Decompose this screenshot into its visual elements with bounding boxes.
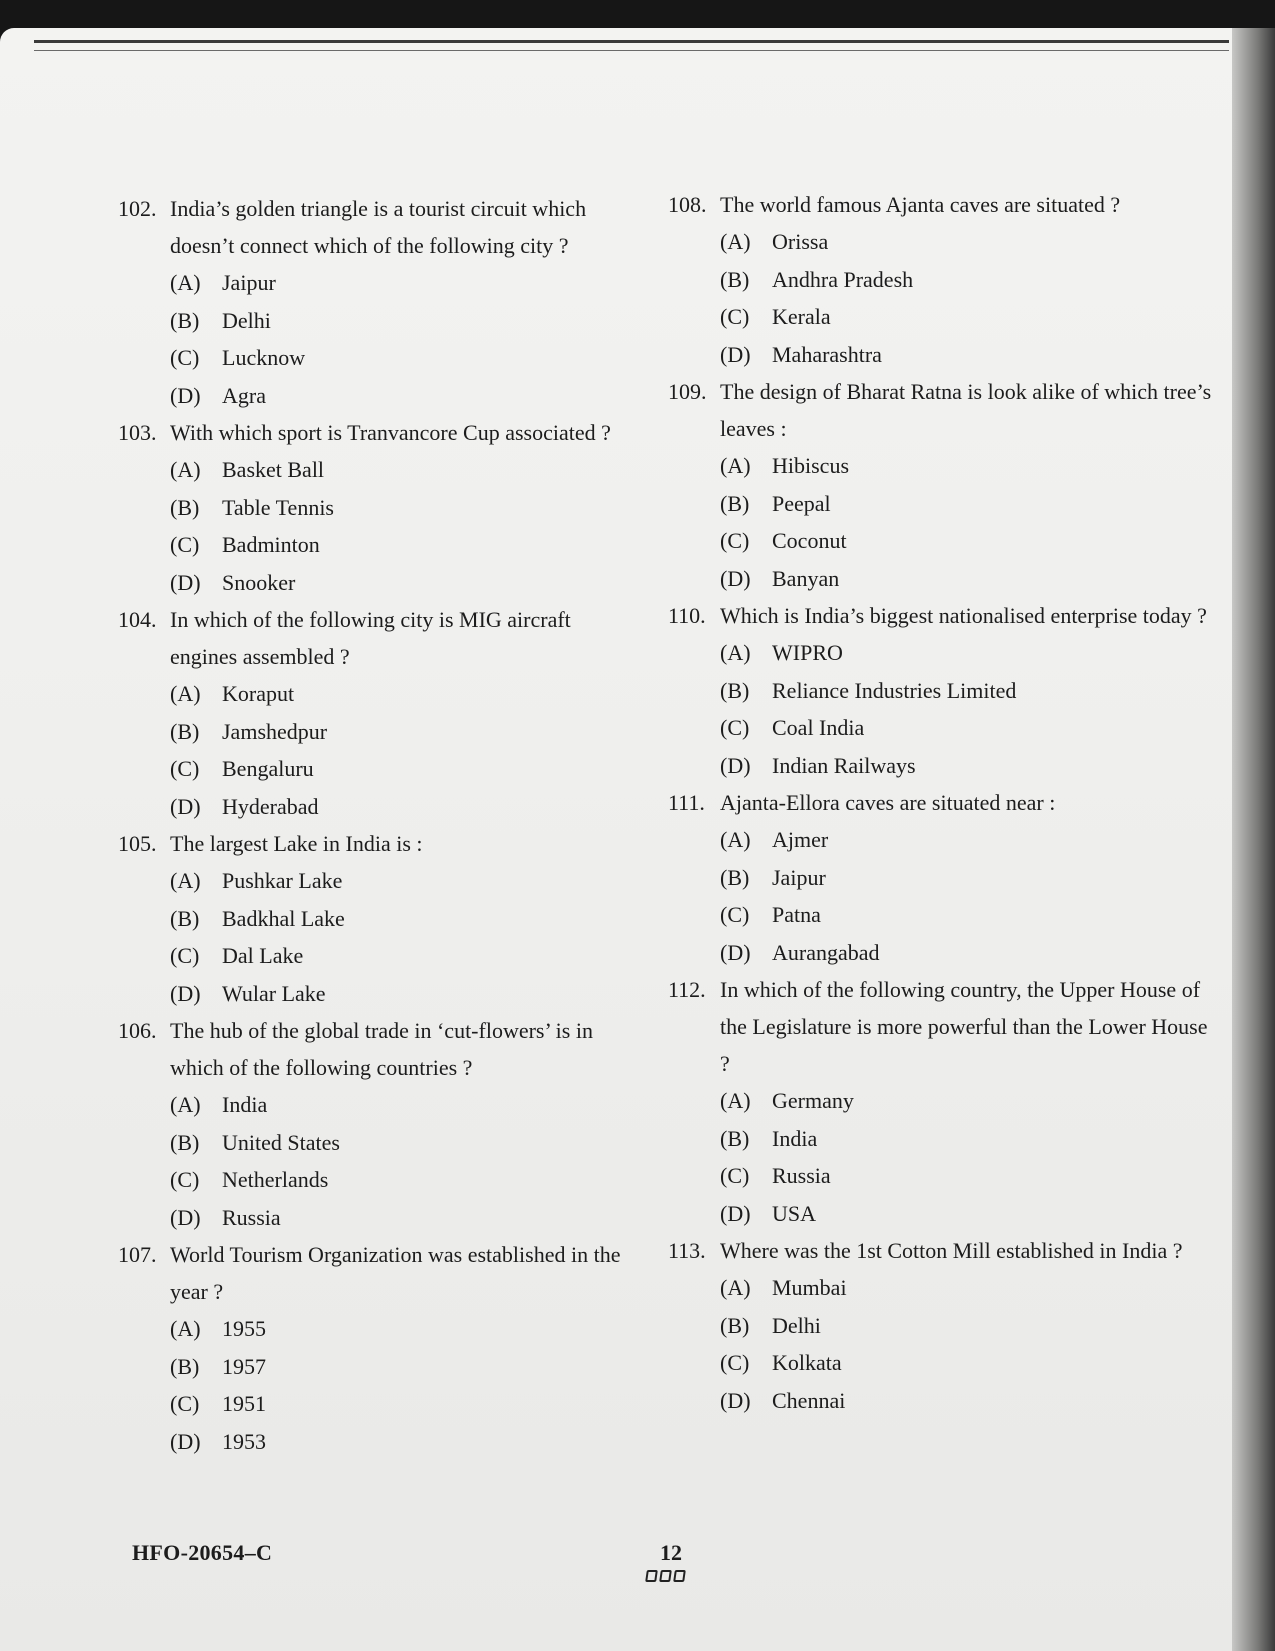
question-line — [118, 190, 638, 264]
option-list — [170, 675, 638, 825]
option-label: (C) — [720, 715, 750, 740]
option-text: Patna — [772, 902, 821, 927]
option-label: (B) — [170, 718, 200, 744]
answer-option — [170, 1348, 638, 1386]
answer-option — [720, 485, 1213, 523]
question-number: 109. — [668, 379, 707, 404]
answer-option — [720, 447, 1213, 485]
option-text: Jaipur — [222, 270, 276, 295]
option-list — [720, 447, 1213, 597]
option-label: (A) — [720, 640, 751, 665]
option-text: Kolkata — [772, 1350, 842, 1375]
option-label: (C) — [170, 1167, 200, 1192]
answer-option — [170, 1385, 638, 1423]
answer-option — [170, 564, 638, 602]
answer-option — [720, 1120, 1213, 1158]
answer-option — [170, 750, 638, 788]
option-label: (A) — [170, 1092, 201, 1117]
answer-option — [170, 675, 638, 713]
question-text: The hub of the global trade in ‘cut-flowers’ is in which of the following countries ? — [170, 1018, 593, 1080]
option-label: (D) — [170, 1428, 201, 1454]
question-line — [668, 373, 1213, 447]
option-text: Pushkar Lake — [222, 868, 343, 893]
answer-option — [720, 261, 1213, 299]
option-text: Mumbai — [772, 1275, 847, 1300]
option-text: Russia — [772, 1163, 831, 1188]
option-text: Basket Ball — [222, 457, 325, 482]
option-label: (B) — [720, 677, 750, 703]
question-text: The world famous Ajanta caves are situated ? — [720, 192, 1121, 217]
option-text: Badminton — [222, 532, 320, 557]
question-line — [118, 1236, 638, 1310]
answer-option — [720, 1195, 1213, 1233]
option-text: United States — [222, 1129, 340, 1155]
option-label: (C) — [720, 1163, 750, 1188]
answer-option — [170, 264, 638, 302]
option-label: (C) — [170, 756, 200, 781]
option-label: (D) — [720, 939, 751, 965]
answer-option — [170, 377, 638, 415]
option-label: (A) — [720, 453, 751, 478]
answer-option — [170, 975, 638, 1013]
question-line — [118, 825, 638, 862]
answer-option — [170, 1423, 638, 1461]
question-number: 112. — [668, 977, 706, 1002]
question-text: In which of the following city is MIG aircraft engines assembled ? — [170, 607, 571, 669]
question-item — [118, 1236, 638, 1460]
option-label: (D) — [720, 752, 751, 778]
option-list — [170, 264, 638, 414]
option-label: (A) — [720, 827, 751, 852]
left-column — [118, 190, 638, 1460]
answer-option — [720, 934, 1213, 972]
question-line — [118, 414, 638, 451]
option-label: (D) — [720, 341, 751, 367]
question-text: Ajanta-Ellora caves are situated near : — [720, 790, 1056, 815]
question-line — [668, 186, 1213, 223]
option-text: Netherlands — [222, 1167, 329, 1192]
option-text: India — [222, 1092, 268, 1117]
option-label: (A) — [170, 868, 201, 893]
option-text: Wular Lake — [222, 980, 326, 1006]
option-label: (C) — [170, 943, 200, 968]
question-number: 106. — [118, 1018, 157, 1043]
answer-option — [720, 634, 1213, 672]
question-line — [668, 971, 1213, 1082]
question-number: 111. — [668, 790, 705, 815]
question-number: 110. — [668, 603, 706, 628]
answer-option — [720, 1269, 1213, 1307]
option-label: (A) — [170, 1316, 201, 1341]
option-text: WIPRO — [772, 640, 843, 665]
answer-option — [720, 1307, 1213, 1345]
question-number: 108. — [668, 192, 707, 217]
option-label: (D) — [720, 1387, 751, 1413]
question-text: Where was the 1st Cotton Mill established in India ? — [720, 1238, 1183, 1263]
answer-option — [170, 339, 638, 377]
option-text: Delhi — [772, 1312, 821, 1338]
option-text: Maharashtra — [772, 341, 882, 367]
option-text: Jamshedpur — [222, 718, 328, 744]
option-list — [720, 1082, 1213, 1232]
right-column — [668, 186, 1213, 1419]
question-item — [668, 784, 1213, 971]
option-label: (A) — [170, 681, 201, 706]
option-label: (D) — [170, 980, 201, 1006]
option-label: (D) — [720, 1200, 751, 1226]
option-label: (A) — [170, 270, 201, 295]
question-item — [118, 414, 638, 601]
answer-option — [170, 1310, 638, 1348]
option-label: (D) — [170, 793, 201, 819]
option-text: Jaipur — [772, 864, 826, 890]
option-label: (B) — [720, 864, 750, 890]
question-number: 113. — [668, 1238, 706, 1263]
option-text: Bengaluru — [222, 756, 314, 781]
option-label: (C) — [170, 1391, 200, 1416]
answer-option — [720, 896, 1213, 934]
answer-option — [170, 713, 638, 751]
option-label: (B) — [170, 494, 200, 520]
option-text: USA — [772, 1200, 817, 1226]
answer-option — [170, 1199, 638, 1237]
option-label: (B) — [170, 307, 200, 333]
answer-option — [720, 298, 1213, 336]
option-label: (C) — [720, 902, 750, 927]
question-line — [668, 784, 1213, 821]
option-label: (B) — [170, 1353, 200, 1379]
question-number: 104. — [118, 607, 157, 632]
option-text: Indian Railways — [772, 752, 916, 778]
option-label: (C) — [720, 1350, 750, 1375]
option-label: (C) — [720, 304, 750, 329]
option-text: 1953 — [222, 1428, 266, 1454]
option-label: (D) — [720, 565, 751, 591]
question-text: With which sport is Tranvancore Cup associated ? — [170, 420, 611, 445]
option-text: Andhra Pradesh — [772, 266, 914, 292]
option-list — [170, 451, 638, 601]
header-rule — [34, 40, 1229, 43]
option-label: (B) — [170, 905, 200, 931]
option-text: Chennai — [772, 1387, 846, 1413]
option-text: Aurangabad — [772, 939, 880, 965]
option-text: Germany — [772, 1088, 854, 1113]
question-item — [668, 373, 1213, 597]
footer-marks — [646, 1570, 685, 1582]
option-label: (D) — [170, 382, 201, 408]
answer-option — [170, 862, 638, 900]
answer-option — [170, 788, 638, 826]
answer-option — [720, 560, 1213, 598]
option-list — [720, 634, 1213, 784]
option-label: (D) — [170, 569, 201, 595]
question-text: Which is India’s biggest nationalised enterprise today ? — [720, 603, 1207, 628]
option-label: (A) — [720, 1275, 751, 1300]
answer-option — [720, 1382, 1213, 1420]
answer-option — [720, 1082, 1213, 1120]
option-label: (B) — [170, 1129, 200, 1155]
question-item — [668, 1232, 1213, 1419]
answer-option — [720, 747, 1213, 785]
option-text: Badkhal Lake — [222, 905, 345, 931]
question-number: 102. — [118, 196, 157, 221]
answer-option — [720, 522, 1213, 560]
question-number: 107. — [118, 1242, 157, 1267]
square-mark-icon — [659, 1570, 672, 1582]
option-label: (C) — [170, 345, 200, 370]
option-label: (C) — [170, 532, 200, 557]
question-number: 105. — [118, 831, 157, 856]
answer-option — [170, 937, 638, 975]
question-line — [118, 1012, 638, 1086]
page-edge-shadow — [1232, 28, 1275, 1651]
option-text: Russia — [222, 1204, 281, 1230]
square-mark-icon — [645, 1570, 658, 1582]
page-number: 12 — [660, 1540, 682, 1565]
option-text: Snooker — [222, 569, 296, 595]
option-text: Orissa — [772, 229, 829, 254]
option-text: Kerala — [772, 304, 831, 329]
square-mark-icon — [673, 1570, 686, 1582]
question-text: World Tourism Organization was established in the year ? — [170, 1242, 621, 1304]
question-text: The largest Lake in India is : — [170, 831, 423, 856]
answer-option — [170, 1161, 638, 1199]
option-text: Table Tennis — [222, 494, 334, 520]
question-text: In which of the following country, the Upper House of the Legislature is more powerful than the Lower House ? — [720, 977, 1208, 1076]
option-list — [720, 223, 1213, 373]
answer-option — [170, 526, 638, 564]
answer-option — [720, 1344, 1213, 1382]
option-list — [170, 862, 638, 1012]
option-text: Reliance Industries Limited — [772, 677, 1017, 703]
option-label: (A) — [170, 457, 201, 482]
option-label: (A) — [720, 229, 751, 254]
question-item — [118, 825, 638, 1012]
answer-option — [170, 900, 638, 938]
option-text: 1951 — [222, 1391, 266, 1416]
option-text: Lucknow — [222, 345, 306, 370]
answer-option — [170, 489, 638, 527]
answer-option — [720, 859, 1213, 897]
option-text: 1957 — [222, 1353, 266, 1379]
option-label: (A) — [720, 1088, 751, 1113]
option-text: Hibiscus — [772, 453, 849, 478]
answer-option — [170, 451, 638, 489]
option-text: Delhi — [222, 307, 271, 333]
answer-option — [170, 1086, 638, 1124]
option-list — [720, 1269, 1213, 1419]
option-text: Koraput — [222, 681, 295, 706]
answer-option — [720, 709, 1213, 747]
option-label: (B) — [720, 490, 750, 516]
header-rule-thin — [34, 50, 1229, 51]
option-label: (D) — [170, 1204, 201, 1230]
option-label: (C) — [720, 528, 750, 553]
question-item — [668, 597, 1213, 784]
answer-option — [720, 336, 1213, 374]
answer-option — [720, 223, 1213, 261]
option-text: India — [772, 1125, 818, 1151]
option-label: (B) — [720, 1125, 750, 1151]
option-text: Coal India — [772, 715, 865, 740]
question-text: The design of Bharat Ratna is look alike of which tree’s leaves : — [720, 379, 1212, 441]
answer-option — [170, 1124, 638, 1162]
option-text: Agra — [222, 382, 266, 408]
paper-code: HFO-20654–C — [132, 1540, 273, 1565]
question-line — [668, 597, 1213, 634]
option-text: Ajmer — [772, 827, 829, 852]
answer-option — [720, 672, 1213, 710]
question-item — [668, 186, 1213, 373]
option-text: Hyderabad — [222, 793, 319, 819]
option-text: Peepal — [772, 490, 831, 516]
question-item — [118, 1012, 638, 1236]
answer-option — [720, 1157, 1213, 1195]
option-label: (B) — [720, 1312, 750, 1338]
option-label: (B) — [720, 266, 750, 292]
question-item — [668, 971, 1213, 1232]
question-line — [118, 601, 638, 675]
question-item — [118, 190, 638, 414]
option-list — [170, 1086, 638, 1236]
question-number: 103. — [118, 420, 157, 445]
option-list — [170, 1310, 638, 1460]
question-item — [118, 601, 638, 825]
option-text: 1955 — [222, 1316, 266, 1341]
option-list — [720, 821, 1213, 971]
option-text: Banyan — [772, 565, 840, 591]
answer-option — [170, 302, 638, 340]
option-text: Dal Lake — [222, 943, 304, 968]
question-text: India’s golden triangle is a tourist circuit which doesn’t connect which of the following city ? — [170, 196, 587, 258]
option-text: Coconut — [772, 528, 847, 553]
answer-option — [720, 821, 1213, 859]
question-line — [668, 1232, 1213, 1269]
